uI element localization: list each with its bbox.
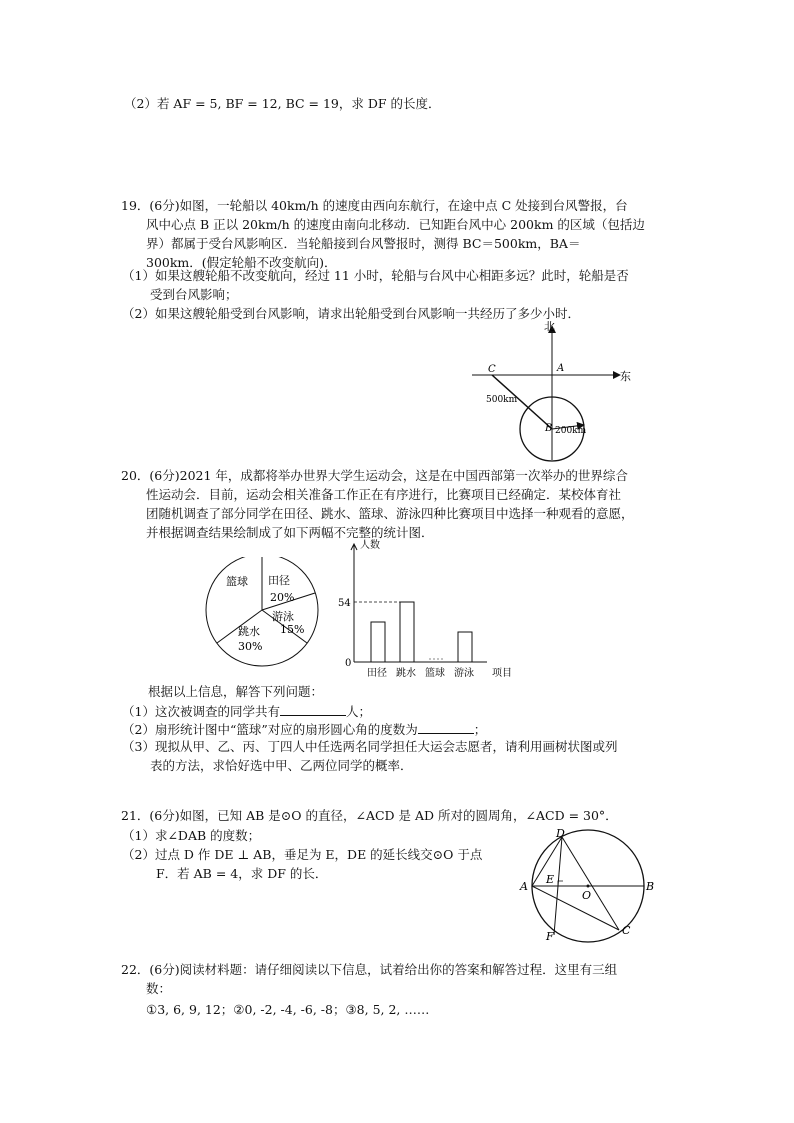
bar-0	[371, 622, 385, 662]
pie-track-pct: 20%	[270, 591, 295, 604]
label-e: E	[546, 873, 555, 886]
q20-line3: 团随机调查了部分同学在田径、跳水、篮球、游泳四种比赛项目中选择一种观看的意愿，	[146, 506, 634, 521]
q21-head: 21．(6分)如图，已知 AB 是⊙O 的直径，∠ACD 是 AD 所对的圆周角，∠ACD = 30°．	[121, 808, 618, 823]
q20-head: 20．(6分)2021 年，成都将举办世界大学生运动会，这是在中国西部第一次举办的世界综合	[121, 468, 628, 483]
bar-3	[458, 632, 472, 662]
pie-dive-label: 跳水	[238, 625, 260, 638]
q19-line3: 界）都属于受台风影响区．当轮船接到台风警报时，测得 BC＝500km，BA＝	[146, 236, 581, 251]
label-d: D	[556, 827, 565, 840]
x-tick-0: 田径	[367, 668, 387, 679]
point-a-label: A	[557, 363, 565, 374]
q20-intro: 根据以上信息，解答下列问题：	[148, 684, 324, 699]
q19-part2: （2）如果这艘轮船受到台风影响，请求出轮船受到台风影响一共经历了多少小时．	[122, 306, 580, 321]
radius-label: 200km	[555, 426, 587, 436]
q20-line2: 性运动会．目前，运动会相关准备工作正在有序进行，比赛项目已经确定．某校体育社	[146, 487, 622, 502]
x-tick-3: 游泳	[454, 668, 474, 679]
pie-chart	[200, 557, 330, 667]
q19-part1b: 受到台风影响；	[150, 287, 238, 302]
label-o: O	[582, 889, 592, 902]
answer-blank-2[interactable]	[418, 721, 474, 734]
y-tick-0: 0	[345, 658, 352, 669]
y-axis-label: 人数	[360, 540, 380, 551]
north-label: 北	[544, 320, 555, 333]
x-axis-label: 项目	[492, 668, 512, 679]
pie-swim-label: 游泳	[272, 610, 294, 623]
q20-part3b: 表的方法，求恰好选中甲、乙两位同学的概率．	[150, 758, 413, 773]
point-c-label: C	[488, 364, 496, 375]
q20-line4: 并根据调查结果绘制成了如下两幅不完整的统计图．	[146, 525, 434, 540]
q20-part2-end: ；	[473, 722, 487, 737]
q21-part1: （1）求∠DAB 的度数；	[122, 828, 261, 843]
q19-head: 19．(6分)如图，一轮船以 40km/h 的速度由西向东航行，在途中点 C 处接到台风警报，台	[121, 198, 628, 213]
q20-part2	[122, 721, 486, 738]
label-c: C	[622, 924, 631, 937]
answer-blank-1[interactable]	[280, 703, 346, 716]
q18-part2: （2）若 AF = 5, BF = 12, BC = 19，求 DF 的长度．	[124, 96, 441, 111]
east-label: 东	[620, 370, 631, 383]
q19-figure	[460, 320, 640, 465]
q22-line3: ①3, 6, 9, 12；②0, -2, -4, -6, -8；③8, 5, 2, ……	[146, 1002, 430, 1017]
q22-head: 22．(6分)阅读材料题：请仔细阅读以下信息，试着给出你的答案和解答过程．这里有三组	[121, 962, 618, 977]
q22-line2: 数：	[146, 981, 172, 996]
q20-part3a: （3）现拟从甲、乙、丙、丁四人中任选两名同学担任大运会志愿者，请利用画树状图或列	[122, 739, 618, 754]
q21-part2b: F．若 AB = 4，求 DF 的长．	[156, 866, 328, 881]
pie-track-label: 田径	[268, 574, 290, 587]
pie-dive-pct: 30%	[238, 640, 263, 653]
q19-line2: 风中心点 B 正以 20km/h 的速度由南向北移动．已知距台风中心 200km 的区域（包括边	[146, 217, 645, 232]
q19-line4: 300km．(假定轮船不改变航向)．	[146, 255, 337, 270]
y-tick-54: 54	[338, 598, 351, 609]
x-tick-2: 篮球	[425, 668, 445, 679]
bar-chart	[332, 534, 532, 682]
bc-distance-label: 500km	[486, 395, 518, 405]
q21-part2a: （2）过点 D 作 DE ⊥ AB，垂足为 E，DE 的延长线交⊙O 于点	[122, 847, 483, 862]
pie-swim-pct: 15%	[280, 623, 305, 636]
q20-part1-text: （1）这次被调查的同学共有	[122, 704, 280, 719]
q21-circle-figure	[518, 826, 658, 946]
label-f: F	[546, 930, 554, 943]
label-b: B	[646, 880, 655, 893]
q20-part1-end: 人；	[345, 704, 371, 719]
label-a: A	[520, 880, 528, 893]
q19-part1a: （1）如果这艘轮船不改变航向，经过 11 小时，轮船与台风中心相距多远？此时，轮船是否	[122, 268, 629, 283]
point-b-label: B	[545, 423, 553, 434]
x-tick-1: 跳水	[396, 668, 416, 679]
bar-1	[400, 602, 414, 662]
q20-part2-text: （2）扇形统计图中“篮球”对应的扇形圆心角的度数为	[122, 722, 418, 737]
pie-basketball-label: 篮球	[226, 575, 248, 588]
q20-part1	[122, 703, 371, 720]
